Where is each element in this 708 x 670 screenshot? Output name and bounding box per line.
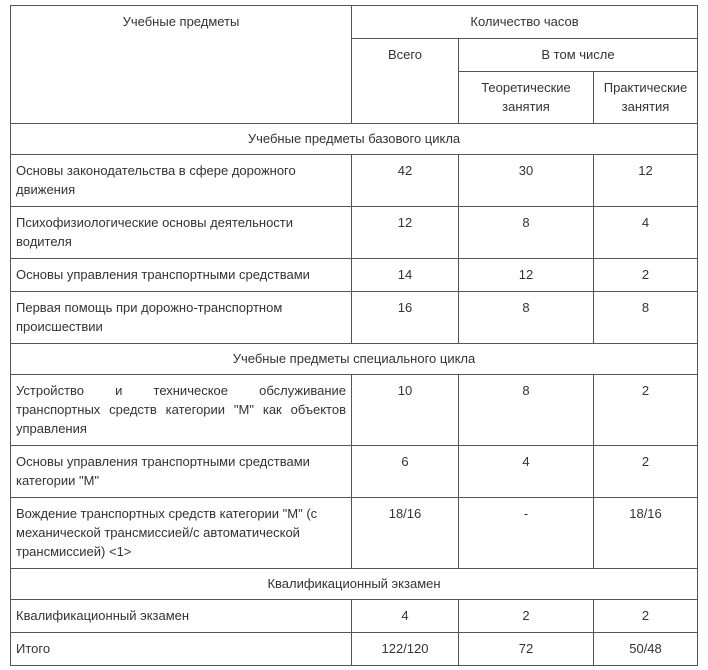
practice-cell: 12 xyxy=(594,155,698,207)
theory-cell: 30 xyxy=(459,155,594,207)
subject-cell: Первая помощь при дорожно-транспортном происшествии xyxy=(11,292,352,344)
practice-cell: 2 xyxy=(594,259,698,292)
subject-cell: Основы законодательства в сфере дорожного движения xyxy=(11,155,352,207)
table-row xyxy=(11,375,698,446)
total-label: Итого xyxy=(11,633,352,666)
theory-cell: 8 xyxy=(459,292,594,344)
grand-total-cell: 122/120 xyxy=(352,633,459,666)
total-row xyxy=(11,633,698,666)
practice-cell: 8 xyxy=(594,292,698,344)
subject-cell: Вождение транспортных средств категории "M" (с механической трансмиссией/с автоматической трансмиссией) <1> xyxy=(11,498,352,569)
curriculum-table xyxy=(10,5,698,666)
total-cell: 6 xyxy=(352,446,459,498)
total-cell: 12 xyxy=(352,207,459,259)
table-row xyxy=(11,446,698,498)
table-row xyxy=(11,498,698,569)
header-including: В том числе xyxy=(459,39,698,72)
practice-cell: 2 xyxy=(594,446,698,498)
section-title-row xyxy=(11,344,698,375)
total-cell: 10 xyxy=(352,375,459,446)
header-practice: Практические занятия xyxy=(594,72,698,124)
grand-theory-cell: 72 xyxy=(459,633,594,666)
total-cell: 14 xyxy=(352,259,459,292)
table-row xyxy=(11,600,698,633)
theory-cell: 8 xyxy=(459,375,594,446)
curriculum-table-container xyxy=(10,5,698,666)
theory-cell: - xyxy=(459,498,594,569)
subject-cell: Психофизиологические основы деятельности водителя xyxy=(11,207,352,259)
subject-cell: Устройство и техническое обслуживание транспортных средств категории "M" как объектов управления xyxy=(11,375,352,446)
practice-cell: 2 xyxy=(594,375,698,446)
section-title: Учебные предметы базового цикла xyxy=(11,124,698,155)
theory-cell: 12 xyxy=(459,259,594,292)
section-title: Учебные предметы специального цикла xyxy=(11,344,698,375)
theory-cell: 4 xyxy=(459,446,594,498)
table-row xyxy=(11,259,698,292)
total-cell: 16 xyxy=(352,292,459,344)
section-title: Квалификационный экзамен xyxy=(11,569,698,600)
practice-cell: 4 xyxy=(594,207,698,259)
header-total: Всего xyxy=(352,39,459,124)
total-cell: 18/16 xyxy=(352,498,459,569)
total-cell: 42 xyxy=(352,155,459,207)
table-row xyxy=(11,207,698,259)
table-row xyxy=(11,155,698,207)
theory-cell: 8 xyxy=(459,207,594,259)
section-title-row xyxy=(11,124,698,155)
section-title-row xyxy=(11,569,698,600)
practice-cell: 2 xyxy=(594,600,698,633)
header-hours: Количество часов xyxy=(352,6,698,39)
header-row-1 xyxy=(11,6,698,39)
subject-cell: Основы управления транспортными средствами категории "M" xyxy=(11,446,352,498)
total-cell: 4 xyxy=(352,600,459,633)
subject-cell: Основы управления транспортными средствами xyxy=(11,259,352,292)
subject-cell: Квалификационный экзамен xyxy=(11,600,352,633)
header-subjects: Учебные предметы xyxy=(11,6,352,124)
practice-cell: 18/16 xyxy=(594,498,698,569)
header-theory: Теоретические занятия xyxy=(459,72,594,124)
grand-practice-cell: 50/48 xyxy=(594,633,698,666)
table-row xyxy=(11,292,698,344)
theory-cell: 2 xyxy=(459,600,594,633)
